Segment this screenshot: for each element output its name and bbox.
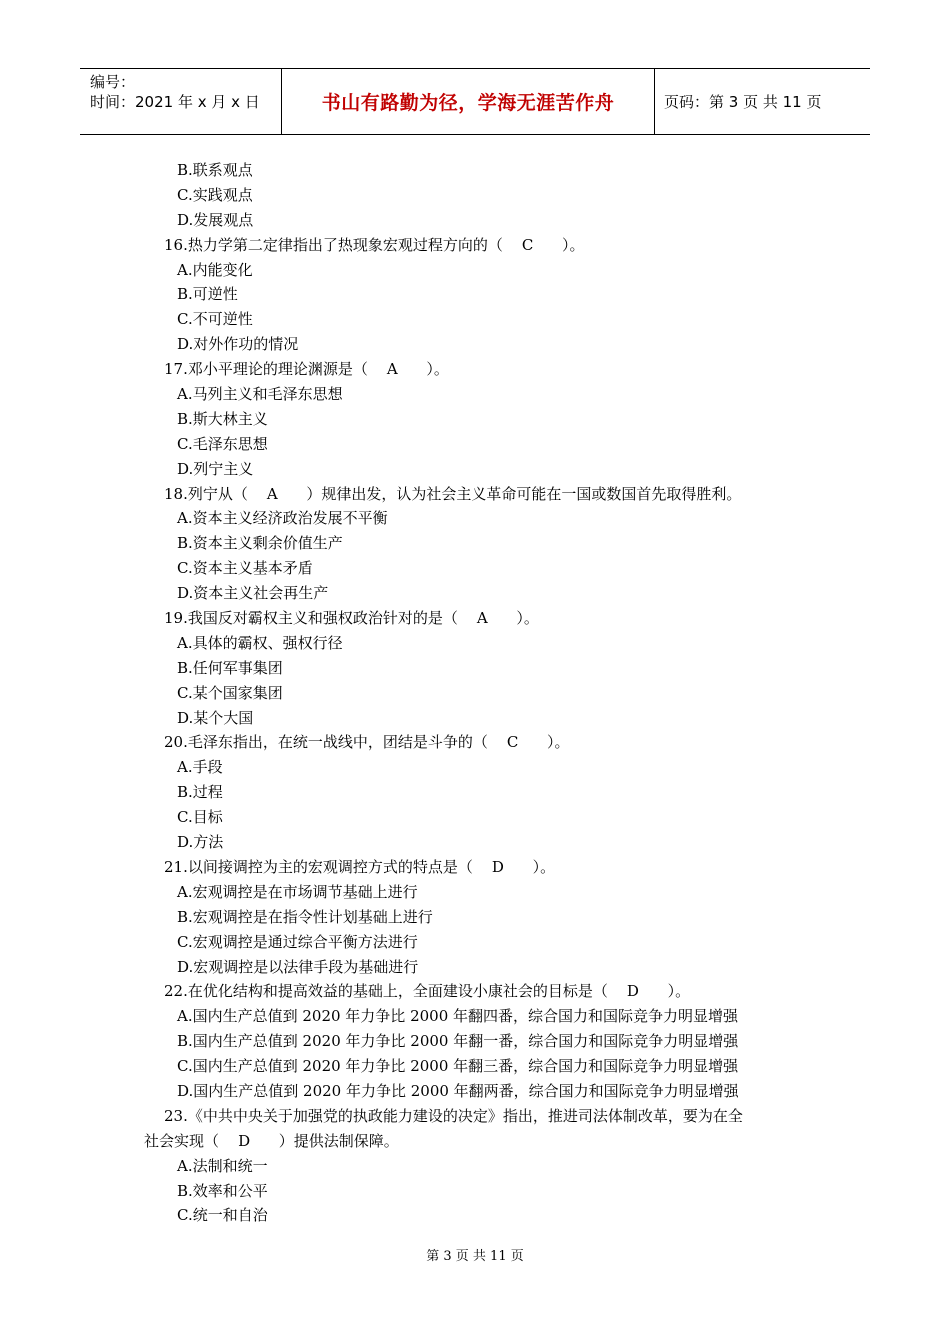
page-header: [80, 68, 870, 135]
option-line: C.某个国家集团: [177, 683, 283, 702]
question-line: 21.以间接调控为主的宏观调控方式的特点是（ D ）。: [164, 857, 556, 876]
page-footer: 第 3 页 共 11 页: [426, 1249, 524, 1264]
option-line: D.宏观调控是以法律手段为基础进行: [177, 957, 419, 976]
option-line: A.具体的霸权、强权行径: [177, 633, 343, 652]
option-line: B.联系观点: [177, 161, 253, 179]
option-line: A.法制和统一: [177, 1156, 268, 1175]
option-line: C.国内生产总值到 2020 年力争比 2000 年翻三番，综合国力和国际竞争力明显增强: [177, 1057, 739, 1076]
question-line: 23.《中共中央关于加强党的执政能力建设的决定》指出，推进司法体制改革，要为在全: [164, 1106, 743, 1125]
option-line: C.目标: [177, 808, 223, 827]
header-meta: [80, 69, 282, 134]
option-line: B.过程: [177, 783, 223, 802]
question-line: 17.邓小平理论的理论渊源是（ A ）。: [164, 360, 449, 379]
number-label: 编号：: [90, 73, 136, 91]
question-line: 19.我国反对霸权主义和强权政治针对的是（ A ）。: [164, 609, 539, 628]
option-line: D.列宁主义: [177, 459, 254, 478]
question-continuation: 社会实现（ D ）提供法制保障。: [144, 1131, 399, 1150]
option-line: A.马列主义和毛泽东思想: [177, 385, 343, 404]
option-line: B.可逆性: [177, 285, 238, 304]
option-line: C.资本主义基本矛盾: [177, 559, 313, 578]
option-line: D.发展观点: [177, 210, 254, 229]
option-line: A.内能变化: [177, 260, 253, 279]
option-line: A.宏观调控是在市场调节基础上进行: [177, 882, 418, 901]
option-line: B.资本主义剩余价值生产: [177, 534, 343, 553]
option-line: A.资本主义经济政治发展不平衡: [177, 509, 388, 528]
option-line: D.方法: [177, 833, 224, 852]
option-line: C.毛泽东思想: [177, 434, 268, 453]
option-line: B.效率和公平: [177, 1181, 268, 1200]
page-label: 页码：第 3 页 共 11 页: [664, 93, 822, 111]
document-body: [144, 158, 824, 1228]
option-line: C.实践观点: [177, 185, 253, 204]
option-line: D.资本主义社会再生产: [177, 584, 329, 603]
option-line: D.某个大国: [177, 708, 254, 727]
question-line: 18.列宁从（ A ）规律出发，认为社会主义革命可能在一国或数国首先取得胜利。: [164, 484, 742, 503]
motto: 书山有路勤为径，学海无涯苦作舟: [321, 92, 615, 114]
option-line: B.宏观调控是在指令性计划基础上进行: [177, 907, 433, 926]
option-line: C.不可逆性: [177, 310, 253, 329]
option-line: B.国内生产总值到 2020 年力争比 2000 年翻一番，综合国力和国际竞争力明显增强: [177, 1032, 739, 1051]
option-line: C.统一和自治: [177, 1206, 268, 1225]
option-line: C.宏观调控是通过综合平衡方法进行: [177, 932, 418, 951]
question-line: 16.热力学第二定律指出了热现象宏观过程方向的（ C ）。: [164, 235, 585, 254]
option-line: A.手段: [177, 758, 223, 777]
question-line: 20.毛泽东指出，在统一战线中，团结是斗争的（ C ）。: [164, 733, 570, 752]
option-line: B.斯大林主义: [177, 409, 268, 428]
option-line: A.国内生产总值到 2020 年力争比 2000 年翻四番，综合国力和国际竞争力明显增强: [177, 1007, 739, 1026]
date-line: 时间：2021 年 x 月 x 日: [90, 93, 260, 111]
header-page-cell: [655, 69, 870, 134]
option-line: B.任何军事集团: [177, 658, 283, 677]
option-line: D.对外作功的情况: [177, 335, 299, 354]
question-line: 22.在优化结构和提高效益的基础上，全面建设小康社会的目标是（ D ）。: [164, 982, 691, 1001]
option-line: D.国内生产总值到 2020 年力争比 2000 年翻两番，综合国力和国际竞争力明显增强: [177, 1081, 739, 1100]
header-motto-cell: [282, 69, 655, 134]
